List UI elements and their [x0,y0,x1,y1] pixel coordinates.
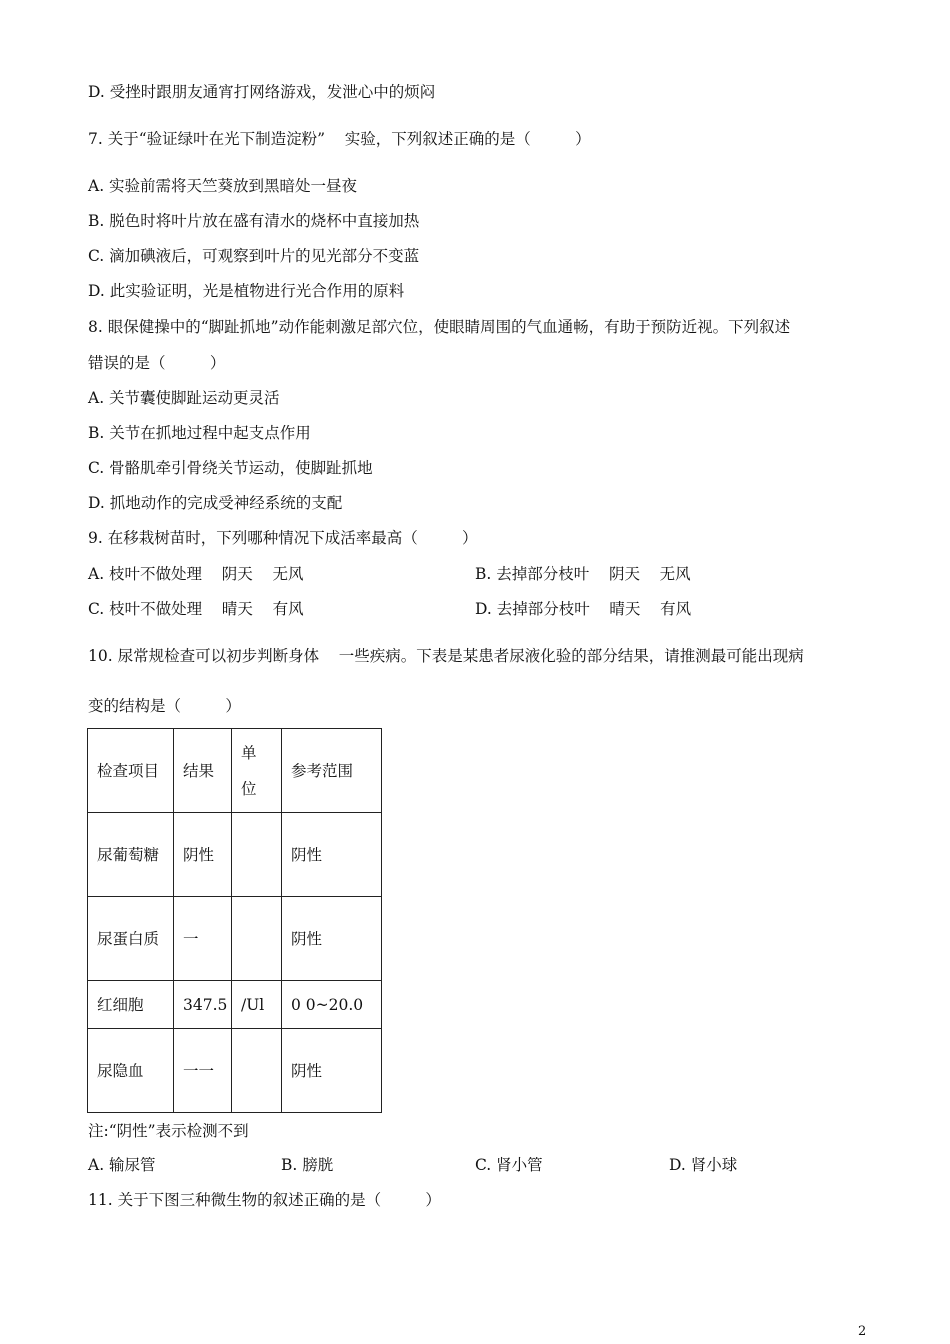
q10-stem-line1: 10. 尿常规检查可以初步判断身体 一些疾病。下表是某患者尿液化验的部分结果，请推测最可能出现病 [88,647,804,665]
header-item: 检查项目 [88,729,174,813]
q9-option-a: A. 枝叶不做处理 阴天 无风 [88,565,304,583]
q10-option-d: D. 肾小球 [669,1156,738,1174]
q8-option-b: B. 关节在抓地过程中起支点作用 [88,424,311,442]
cell-result: 阴性 [174,813,232,897]
cell-unit: /Ul [232,981,282,1029]
q8-option-a: A. 关节囊使脚趾运动更灵活 [88,389,280,407]
q7-stem: 7. 关于“验证绿叶在光下制造淀粉” 实验，下列叙述正确的是（ ） [88,130,591,148]
q8-stem-line2: 错误的是（ ） [88,354,226,372]
q6-option-d: D. 受挫时跟朋友通宵打网络游戏，发泄心中的烦闷 [88,83,436,101]
q10-option-c: C. 肾小管 [475,1156,543,1174]
cell-item: 尿葡萄糖 [88,813,174,897]
cell-item: 红细胞 [88,981,174,1029]
q9-stem: 9. 在移栽树苗时，下列哪种情况下成活率最高（ ） [88,529,478,547]
q8-option-d: D. 抓地动作的完成受神经系统的支配 [88,494,343,512]
q10-option-b: B. 膀胱 [281,1156,334,1174]
cell-reference: 阴性 [282,813,382,897]
page-number: 2 [858,1324,867,1339]
header-unit-line1: 单 [241,743,257,762]
table-row [88,813,382,897]
q7-option-a: A. 实验前需将天竺葵放到黑暗处一昼夜 [88,177,358,195]
table-row [88,1029,382,1113]
table-row [88,897,382,981]
q11-stem: 11. 关于下图三种微生物的叙述正确的是（ ） [88,1191,441,1209]
q9-option-c: C. 枝叶不做处理 晴天 有风 [88,600,304,618]
urinalysis-table [87,728,382,1113]
q10-note: 注:“阴性”表示检测不到 [88,1122,249,1140]
q9-option-d: D. 去掉部分枝叶 晴天 有风 [475,600,692,618]
cell-unit [232,897,282,981]
q7-option-d: D. 此实验证明，光是植物进行光合作用的原料 [88,282,405,300]
q7-option-b: B. 脱色时将叶片放在盛有清水的烧杯中直接加热 [88,212,420,230]
q7-option-c: C. 滴加碘液后，可观察到叶片的见光部分不变蓝 [88,247,420,265]
header-reference: 参考范围 [282,729,382,813]
table-row [88,981,382,1029]
header-unit [232,729,282,813]
cell-item: 尿隐血 [88,1029,174,1113]
cell-reference: 0 0~20.0 [282,981,382,1029]
header-result: 结果 [174,729,232,813]
q8-option-c: C. 骨骼肌牵引骨绕关节运动，使脚趾抓地 [88,459,373,477]
header-unit-line2: 位 [241,779,257,798]
q8-stem-line1: 8. 眼保健操中的“脚趾抓地”动作能刺激足部穴位，使眼睛周围的气血通畅，有助于预防近视。下列叙述 [88,318,791,336]
cell-result: 347.5 [174,981,232,1029]
cell-item: 尿蛋白质 [88,897,174,981]
q10-stem-line2: 变的结构是（ ） [88,697,241,715]
cell-result: 一 [174,897,232,981]
cell-result: 一一 [174,1029,232,1113]
q9-option-b: B. 去掉部分枝叶 阴天 无风 [475,565,691,583]
q10-option-a: A. 输尿管 [88,1156,156,1174]
cell-unit [232,1029,282,1113]
table-header-row [88,729,382,813]
cell-unit [232,813,282,897]
cell-reference: 阴性 [282,897,382,981]
cell-reference: 阴性 [282,1029,382,1113]
